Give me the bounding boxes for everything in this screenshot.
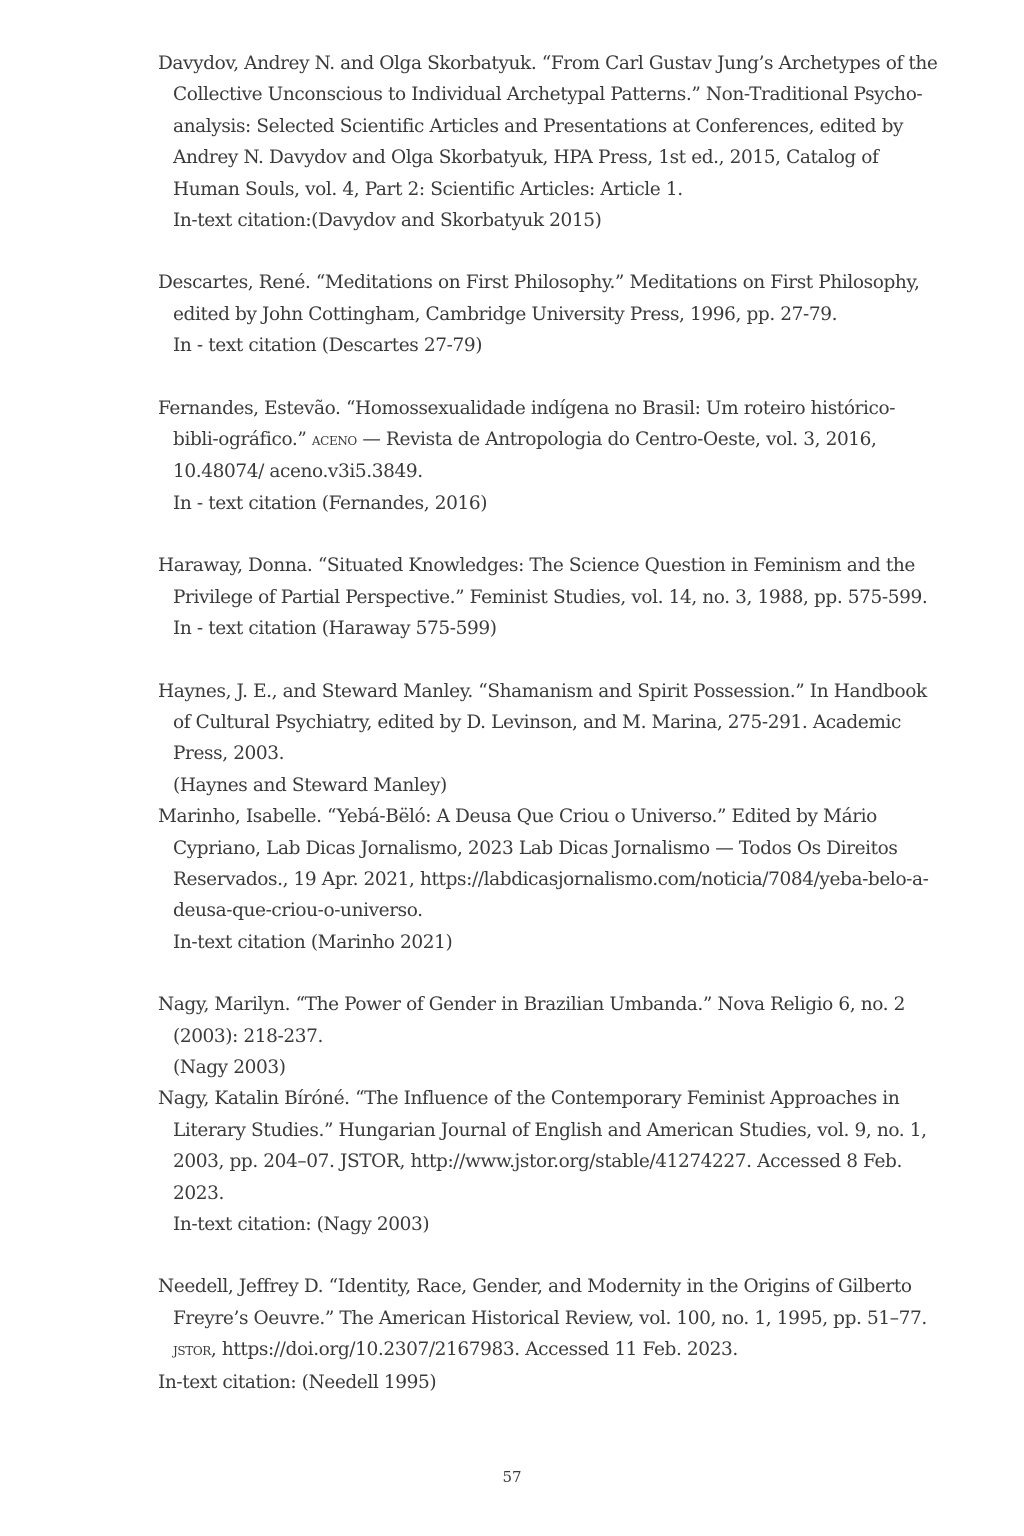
reference-text: Marinho, Isabelle. “Yebá-Bëló: A Deusa Que Criou o Universo.” Edited by Mário Cypriano, Lab Dicas Jornalismo, 2023 Lab Dicas Jornalismo — Todos Os Direitos Reservados., 19 Apr. 2021, https://labdicasjornalismo.com/noticia/7084/yeba-belo-a-deusa-que-criou-o-universo.: [158, 806, 929, 922]
reference-text-start: Fernandes, Estevão. “Homossexualidade indígena no Brasil: Um roteiro histórico-bibli-ográfico.”: [158, 397, 896, 451]
reference-text: Davydov, Andrey N. and Olga Skorbatyuk. “From Carl Gustav Jung’s Archetypes of the Collective Unconscious to Individual Archetypal Patterns.” Non-Traditional Psycho-analysis: Selected Scientific Articles and Presentations at Conferences, edited by Andrey N. Davydov and Olga Skorbatyuk, HPA Press, 1st ed., 2015, Catalog of Human Souls, vol. 4, Part 2: Scientific Articles: Article 1.: [158, 53, 938, 200]
in-text-citation: (Haynes and Steward Manley): [173, 774, 447, 796]
in-text-citation: In-text citation: (Needell 1995): [158, 1371, 437, 1393]
bibliography-entry-fernandes: [158, 393, 938, 520]
bibliography-entry-marinho: [158, 801, 938, 958]
reference-text: Nagy, Katalin Bíróné. “The Influence of the Contemporary Feminist Approaches in Literary Studies.” Hungarian Journal of English and American Studies, vol. 9, no. 1, 2003, pp. 204–07. JSTOR, http://www.jstor.org/stable/41274227. Accessed 8 Feb. 2023.: [158, 1088, 927, 1204]
in-text-citation: In - text citation (Fernandes, 2016): [173, 492, 488, 514]
bibliography-entry-nagy-katalin: [158, 1083, 938, 1240]
reference-text-end: , https://doi.org/10.2307/2167983. Accessed 11 Feb. 2023.: [210, 1339, 738, 1361]
bibliography-entry-haynes: [158, 676, 938, 802]
in-text-citation: (Nagy 2003): [173, 1056, 286, 1078]
reference-text: Nagy, Marilyn. “The Power of Gender in Brazilian Umbanda.” Nova Religio 6, no. 2 (2003): 218-237.: [158, 994, 905, 1047]
reference-text: [158, 1271, 938, 1366]
bibliography: [158, 48, 938, 1398]
bibliography-entry-needell: [158, 1271, 938, 1398]
bibliography-entry-nagy-marilyn: [158, 989, 938, 1083]
in-text-citation: In - text citation (Descartes 27-79): [173, 335, 483, 357]
journal-abbreviation: aceno: [311, 430, 357, 451]
in-text-citation: In-text citation:(Davydov and Skorbatyuk 2015): [173, 210, 602, 232]
reference-text-start: Needell, Jeffrey D. “Identity, Race, Gender, and Modernity in the Origins of Gilberto Freyre’s Oeuvre.” The American Historical Review, vol. 100, no. 1, 1995, pp. 51–77.: [158, 1276, 927, 1329]
reference-text: [158, 393, 938, 488]
bibliography-entry-haraway: [158, 550, 938, 644]
page-number: 57: [502, 1468, 522, 1486]
reference-text: Descartes, René. “Meditations on First Philosophy.” Meditations on First Philosophy, edited by John Cottingham, Cambridge University Press, 1996, pp. 27-79.: [158, 272, 920, 325]
bibliography-entry-davydov: [158, 48, 938, 236]
reference-text-end: — Revista de Antropologia do Centro-Oeste, vol. 3, 2016, 10.48074/ aceno.v3i5.3849.: [173, 429, 877, 483]
reference-text: Haraway, Donna. “Situated Knowledges: The Science Question in Feminism and the Privilege of Partial Perspective.” Feminist Studies, vol. 14, no. 3, 1988, pp. 575-599.: [158, 555, 928, 608]
bibliography-entry-descartes: [158, 267, 938, 361]
in-text-citation: In - text citation (Haraway 575-599): [173, 618, 497, 640]
in-text-citation: In-text citation: (Nagy 2003): [173, 1214, 430, 1235]
reference-text: Haynes, J. E., and Steward Manley. “Shamanism and Spirit Possession.” In Handbook of Cultural Psychiatry, edited by D. Levinson, and M. Marina, 275-291. Academic Press, 2003.: [158, 680, 927, 765]
database-abbreviation: jstor: [173, 1340, 211, 1361]
in-text-citation: In-text citation (Marinho 2021): [173, 931, 453, 953]
